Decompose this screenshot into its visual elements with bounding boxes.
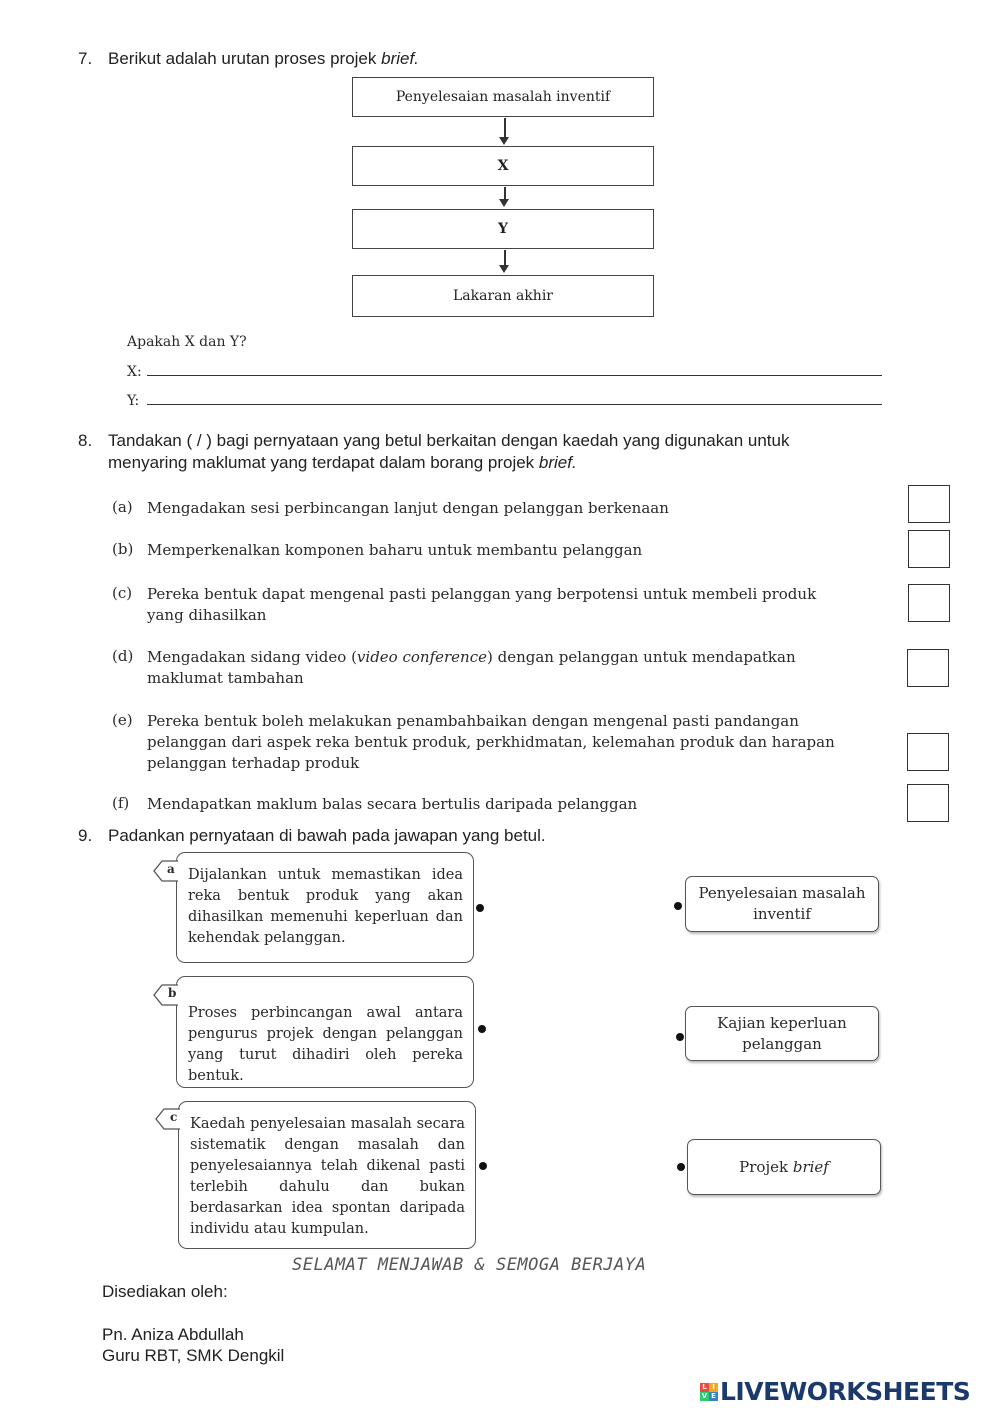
y-label: Y:	[127, 393, 140, 409]
item-text: Pereka bentuk boleh melakukan penambahbaikan dengan mengenal pasti pandangan pelanggan dari aspek reka bentuk produk, perkhidmatan, kelemahan produk dan harapan pelanggan terhadap produk	[147, 712, 835, 772]
answer-card-3: Projek brief	[687, 1139, 881, 1195]
item-letter: (b)	[112, 540, 134, 558]
q9-number: 9.	[78, 826, 93, 845]
item-letter: (c)	[112, 584, 133, 602]
checkbox-f[interactable]	[907, 784, 949, 822]
flow-arrow	[504, 118, 506, 138]
item-text: Memperkenalkan komponen baharu untuk membantu pelanggan	[147, 541, 643, 559]
match-dot-right-1[interactable]	[674, 902, 682, 910]
checkbox-b[interactable]	[908, 530, 950, 568]
statement-tag-label: a	[167, 862, 175, 876]
item-letter: (f)	[112, 794, 130, 812]
arrow-down-icon	[499, 265, 509, 273]
q7-number: 7.	[78, 49, 93, 68]
x-label: X:	[127, 364, 142, 380]
checkbox-c[interactable]	[908, 584, 950, 622]
q7-question: Apakah X dan Y?	[127, 334, 247, 350]
item-letter: (e)	[112, 711, 133, 729]
statement-tag-a	[153, 860, 179, 882]
q9-prompt: Padankan pernyataan di bawah pada jawapan yang betul.	[108, 826, 546, 845]
flow-arrow	[504, 250, 506, 266]
statement-tag-label: c	[170, 1110, 178, 1124]
flow-step-1: Penyelesaian masalah inventif	[352, 77, 654, 117]
statement-card-a: Dijalankan untuk memastikan idea reka bentuk produk yang akan dihasilkan memenuhi keperluan dan kehendak pelanggan.	[176, 852, 474, 963]
statement-card-b: Proses perbincangan awal antara pengurus projek dengan pelanggan yang turut dihadiri oleh pereka bentuk.	[176, 976, 474, 1088]
match-dot-left-b[interactable]	[478, 1025, 486, 1033]
item-letter: (d)	[112, 647, 134, 665]
q8-prompt-line1: Tandakan ( / ) bagi pernyataan yang betul berkaitan dengan kaedah yang digunakan untuk	[108, 431, 790, 450]
author-title: Guru RBT, SMK Dengkil	[102, 1346, 285, 1365]
q7-prompt: Berikut adalah urutan proses projek brief.	[108, 49, 419, 68]
checkbox-d[interactable]	[907, 649, 949, 687]
answer-card-1: Penyelesaian masalah inventif	[685, 876, 879, 932]
match-dot-left-c[interactable]	[479, 1162, 487, 1170]
checkbox-a[interactable]	[908, 485, 950, 523]
item-letter: (a)	[112, 498, 133, 516]
arrow-down-icon	[499, 137, 509, 145]
item-text: Mengadakan sidang video (video conference) dengan pelanggan untuk mendapatkan maklumat tambahan	[147, 648, 796, 687]
author-name: Pn. Aniza Abdullah	[102, 1325, 244, 1344]
statement-card-c: Kaedah penyelesaian masalah secara sistematik dengan masalah dan penyelesaiannya telah dikenal pasti terlebih dahulu dan bukan berdasarkan idea spontan daripada individu atau kumpulan.	[178, 1101, 476, 1249]
x-answer-line[interactable]	[147, 360, 882, 376]
item-text: Pereka bentuk dapat mengenal pasti pelanggan yang berpotensi untuk membeli produk yang dihasilkan	[147, 585, 817, 624]
q8-prompt-line2: menyaring maklumat yang terdapat dalam borang projek brief.	[108, 453, 577, 472]
checkbox-e[interactable]	[907, 733, 949, 771]
brand-name[interactable]: LIVEWORKSHEETS	[720, 1377, 971, 1406]
item-text: Mendapatkan maklum balas secara bertulis daripada pelanggan	[147, 795, 638, 813]
answer-card-2: Kajian keperluan pelanggan	[685, 1006, 879, 1061]
closing-message: SELAMAT MENJAWAB & SEMOGA BERJAYA	[292, 1255, 647, 1275]
arrow-down-icon	[499, 199, 509, 207]
statement-tag-label: b	[168, 986, 177, 1000]
y-answer-line[interactable]	[147, 389, 882, 405]
flow-step-x: X	[352, 146, 654, 186]
flow-step-y: Y	[352, 209, 654, 249]
q8-number: 8.	[78, 431, 93, 450]
prepared-by: Disediakan oleh:	[102, 1282, 228, 1301]
match-dot-right-2[interactable]	[676, 1033, 684, 1041]
match-dot-right-3[interactable]	[677, 1163, 685, 1171]
flow-step-4: Lakaran akhir	[352, 275, 654, 317]
item-text: Mengadakan sesi perbincangan lanjut dengan pelanggan berkenaan	[147, 499, 669, 517]
match-dot-left-a[interactable]	[476, 904, 484, 912]
liveworksheets-logo-icon: L I V E	[700, 1383, 718, 1401]
